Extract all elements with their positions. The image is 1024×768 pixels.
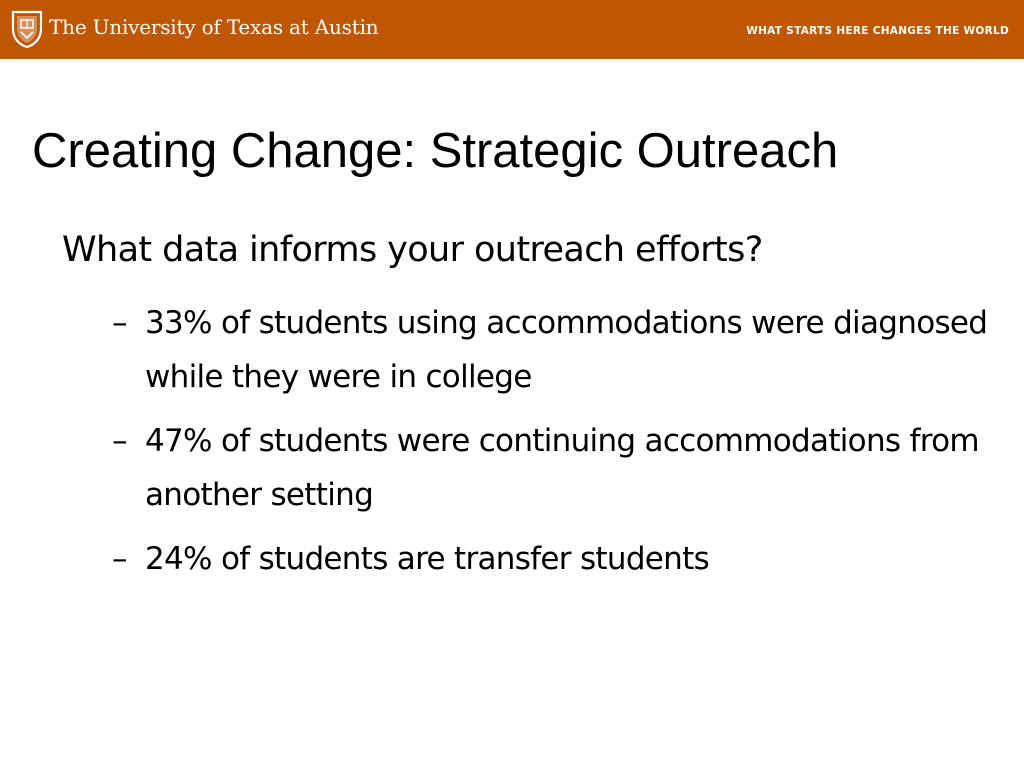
bullet-dash: – [112,305,127,341]
tagline: WHAT STARTS HERE CHANGES THE WORLD [746,25,1009,37]
bullet-dash: – [112,423,127,459]
bullet-text: 47% of students were continuing accommodations from another setting [145,423,979,513]
bullet-text: 24% of students are transfer students [145,541,710,577]
bullet-item [112,296,992,404]
university-name: The University of Texas at Austin [49,15,379,39]
bullet-item [112,414,992,522]
header-bar [0,0,1024,59]
ut-seal-icon [10,9,44,49]
slide-title: Creating Change: Strategic Outreach [32,124,839,178]
bullet-text: 33% of students using accommodations were diagnosed while they were in college [145,305,988,395]
bullet-dash: – [112,541,127,577]
bullet-item [112,532,992,586]
bullet-list [112,296,992,596]
question-heading: What data informs your outreach efforts? [62,230,763,270]
